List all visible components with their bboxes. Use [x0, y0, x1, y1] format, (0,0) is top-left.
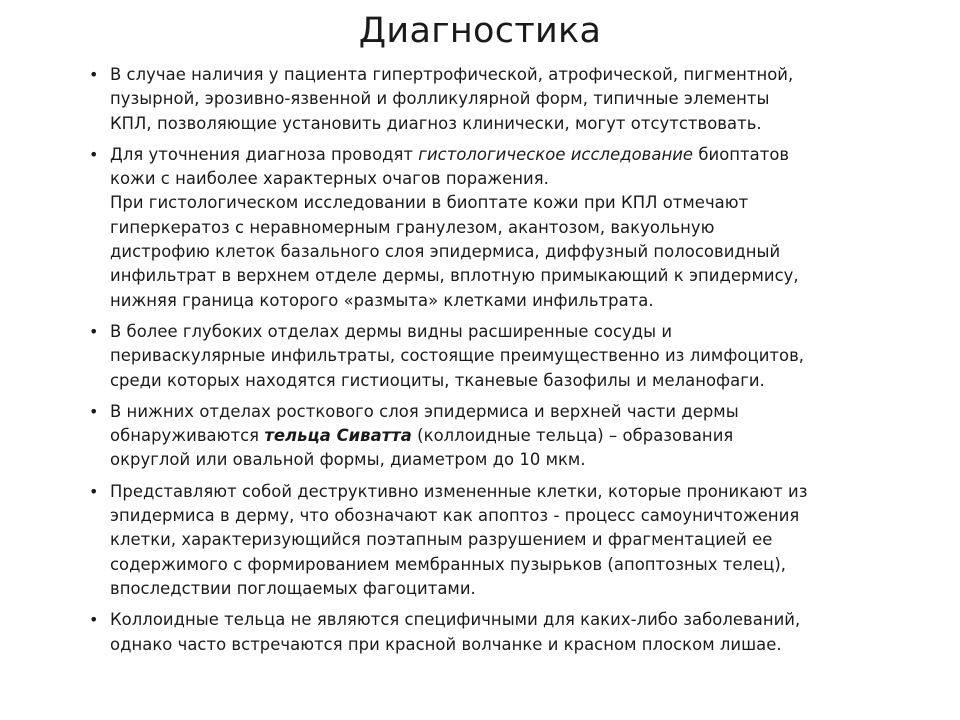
text-segment: биоптатов — [693, 144, 790, 164]
text-line: инфильтрат в верхнем отделе дермы, вплотную примыкающий к эпидермису, — [110, 266, 799, 286]
text-line: • В нижних отделах росткового слоя эпидермиса и верхней части дермы — [110, 401, 739, 421]
text-line: периваскулярные инфильтраты, состоящие преимущественно из лимфоцитов, — [110, 346, 805, 366]
bullet-item-4 — [86, 400, 912, 473]
text-line: КПЛ, позволяющие установить диагноз клинически, могут отсутствовать. — [110, 113, 762, 133]
bullet-list — [86, 63, 912, 664]
text-line: гиперкератоз с неравномерным гранулезом, акантозом, вакуольную — [110, 217, 715, 237]
text-line: округлой или овальной формы, диаметром до 10 мкм. — [110, 450, 586, 470]
text-segment: (коллоидные тельца) – образования — [411, 426, 734, 446]
text-line: • В случае наличия у пациента гипертрофической, атрофической, пигментной, — [110, 65, 794, 84]
text-segment: обнаруживаются — [110, 426, 265, 446]
bullet-item-1 — [86, 63, 912, 136]
text-line: • В более глубоких отделах дермы видны расширенные сосуды и — [110, 321, 673, 341]
text-segment: Для уточнения диагноза проводят — [110, 144, 419, 164]
text-line: клетки, характеризующийся поэтапным разрушением и фрагментацией ее — [110, 530, 773, 550]
italic-term: гистологическое исследование — [418, 144, 694, 164]
text-line: кожи с наиболее характерных очагов поражения. — [110, 169, 549, 189]
text-line: дистрофию клеток базального слоя эпидермиса, диффузный полосовидный — [110, 242, 781, 262]
text-line: эпидермиса в дерму, что обозначают как апоптоз - процесс самоуничтожения — [110, 506, 800, 526]
bullet-item-5 — [86, 480, 912, 601]
text-line: среди которых находятся гистиоциты, тканевые базофилы и меланофаги. — [110, 370, 765, 390]
bold-italic-term: тельца Сиватта — [264, 426, 412, 446]
bullet-item-3 — [86, 320, 912, 393]
text-line: • Представляют собой деструктивно измененные клетки, которые проникают из — [110, 481, 808, 501]
text-line: содержимого с формированием мембранных пузырьков (апоптозных телец), — [110, 554, 787, 574]
text-line: нижняя граница которого «размыта» клетками инфильтрата. — [110, 290, 654, 310]
bullet-item-2 — [86, 143, 912, 313]
text-line — [110, 143, 912, 167]
text-line: При гистологическом исследовании в биоптате кожи при КПЛ отмечают — [110, 193, 749, 213]
slide-title: Диагностика — [358, 11, 602, 51]
text-line: однако часто встречаются при красной волчанке и красном плоском лишае. — [110, 634, 782, 654]
text-line: впоследствии поглощаемых фагоцитами. — [110, 578, 476, 598]
text-line: • Коллоидные тельца не являются специфичными для каких-либо заболеваний, — [110, 610, 801, 630]
text-line: пузырной, эрозивно-язвенной и фолликулярной форм, типичные элементы — [110, 89, 770, 109]
bullet-item-6 — [86, 608, 912, 657]
text-line — [110, 424, 912, 448]
